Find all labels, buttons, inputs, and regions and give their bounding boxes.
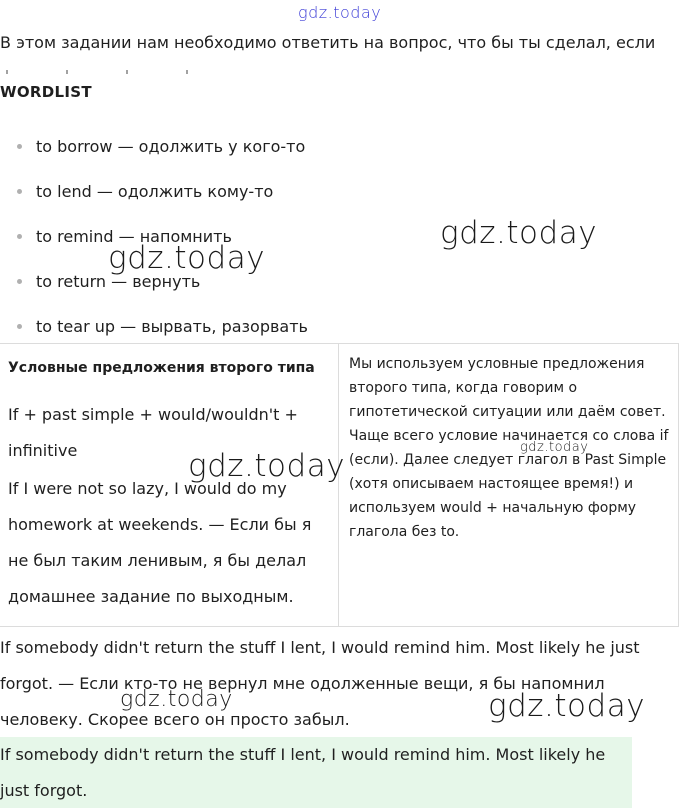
grammar-title: Условные предложения второго типа [8, 360, 315, 376]
list-item: to remind — напомнить [0, 214, 308, 259]
list-item: to lend — одолжить кому-то [0, 169, 308, 214]
wordlist-title: WORDLIST [0, 83, 92, 101]
intro-text: В этом задании нам необходимо ответить на вопрос, что бы ты сделал, если [0, 33, 656, 52]
grammar-left-cell [0, 344, 339, 626]
grammar-explanation: Мы используем условные предложения второго типа, когда говорим о гипотетической ситуации или даём совет. Чаще всего условие начинается со слова if (если). Далее следует глагол в Past Simple (хотя описываем настоящее время!) и используем would + начальную форму глагола без to. [349, 356, 669, 540]
grammar-example: If I were not so lazy, I would do my homework at weekends. — Если бы я не был таким ленивым, я бы делал домашнее задание по выходным. [8, 479, 312, 606]
clipped-line [6, 70, 206, 74]
grammar-table [0, 343, 679, 627]
watermark: gdz.today [120, 687, 233, 712]
highlighted-answer: If somebody didn't return the stuff I lent, I would remind him. Most likely he just forgot. [0, 745, 606, 800]
watermark: gdz.today [440, 215, 598, 251]
list-item: to return — вернуть [0, 259, 308, 304]
watermark-top: gdz.today [298, 3, 382, 22]
watermark: gdz.today [188, 448, 346, 484]
wordlist [0, 124, 308, 349]
watermark: gdz.today [108, 240, 266, 276]
list-item: to tear up — вырвать, разорвать [0, 304, 308, 349]
answer-text: If somebody didn't return the stuff I lent, I would remind him. Most likely he just forgot. — Если кто-то не вернул мне одолженные вещи, я бы напомнил человеку. Скорее всего он просто забыл. [0, 638, 640, 729]
list-item: to borrow — одолжить у кого-то [0, 124, 308, 169]
grammar-formula: If + past simple + would/wouldn't + infinitive [8, 405, 298, 460]
watermark: gdz.today [520, 440, 589, 455]
watermark: gdz.today [488, 688, 646, 724]
